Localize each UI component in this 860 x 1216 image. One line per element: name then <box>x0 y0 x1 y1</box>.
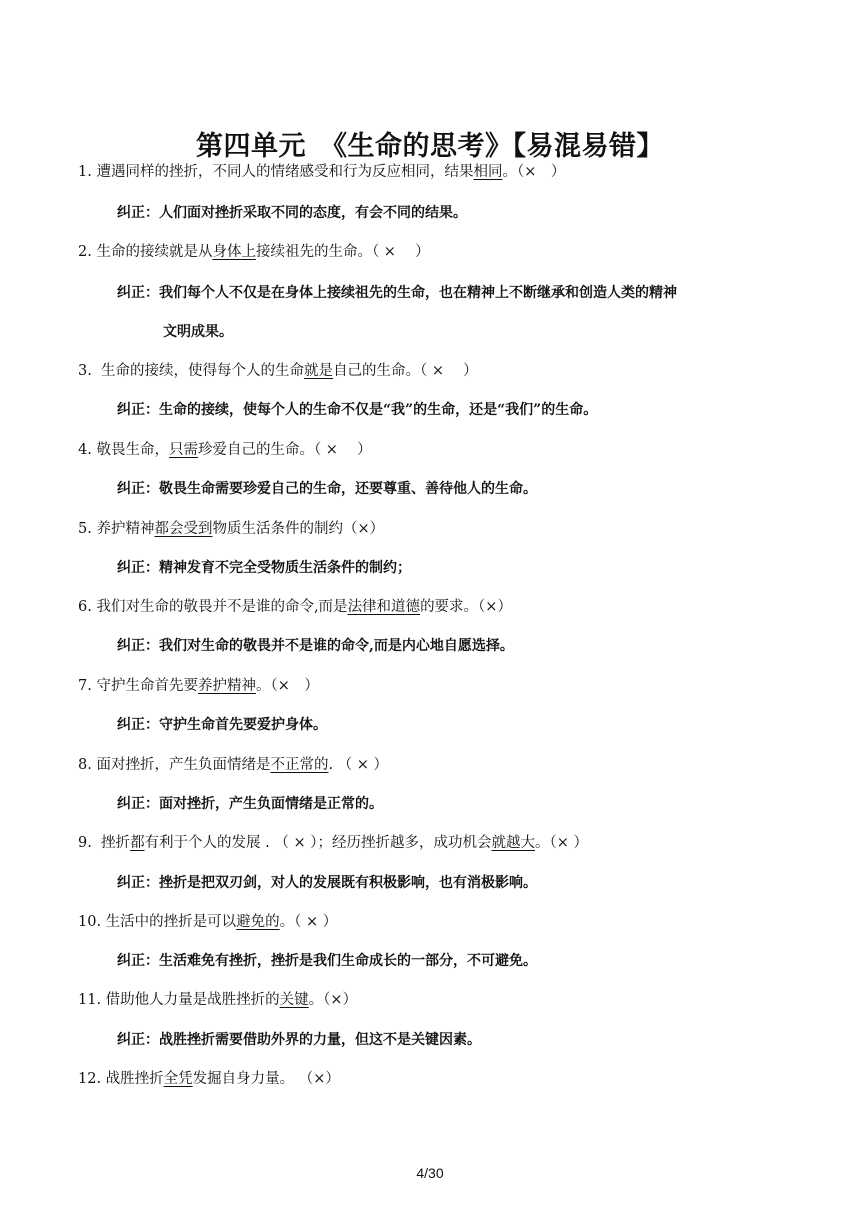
item-answer: 的要求。（×） <box>420 599 512 615</box>
underlined-term: 相同 <box>473 164 503 180</box>
item-text: 生命的接续，使得每个人的生命 <box>91 363 305 379</box>
underlined-term: 法律和道德 <box>347 599 421 615</box>
item-number: 7. <box>78 678 92 694</box>
item-text: 挫折 <box>91 835 131 851</box>
list-item <box>78 597 512 617</box>
underlined-term: 关键 <box>279 992 309 1008</box>
underlined-term: 只需 <box>168 442 198 458</box>
underlined-term: 全凭 <box>163 1071 193 1087</box>
underlined-term: 养护精神 <box>197 678 256 694</box>
item-answer: 有利于个人的发展 . （ × ）；经历挫折越多，成功机会 <box>144 835 492 851</box>
item-text: 生活中的挫折是可以 <box>101 914 237 930</box>
correction: 纠正：守护生命首先要爱护身体。 <box>117 717 327 733</box>
item-answer: 接续祖先的生命。（ × ） <box>255 244 430 260</box>
item-text: 守护生命首先要 <box>91 678 198 694</box>
item-number: 3. <box>78 363 92 379</box>
underlined-term: 避免的 <box>236 914 280 930</box>
underlined-term: 就是 <box>304 363 334 379</box>
list-item <box>78 519 384 539</box>
item-answer: 物质生活条件的制约（×） <box>212 521 385 537</box>
item-number: 10. <box>78 914 102 930</box>
list-item <box>78 833 588 853</box>
correction: 纠正：精神发育不完全受物质生活条件的制约； <box>117 560 411 576</box>
item-text: 遭遇同样的挫折，不同人的情绪感受和行为反应相同，结果 <box>91 164 474 180</box>
correction: 纠正：人们面对挫折采取不同的态度，有会不同的结果。 <box>117 205 467 221</box>
list-item <box>78 755 388 775</box>
item-text: 借助他人力量是战胜挫折的 <box>101 992 280 1008</box>
underlined-term: 就越大 <box>491 835 536 851</box>
item-number: 12. <box>78 1071 102 1087</box>
list-item <box>78 440 372 460</box>
item-answer: 发掘自身力量。 （×） <box>192 1071 340 1087</box>
item-answer: 。（ × ） <box>279 914 338 930</box>
list-item <box>78 912 337 932</box>
correction: 纠正：我们每个人不仅是在身体上接续祖先的生命，也在精神上不断继承和创造人类的精神 <box>117 285 677 301</box>
item-text: 养护精神 <box>91 521 155 537</box>
list-item <box>78 1069 340 1089</box>
item-number: 5. <box>78 521 92 537</box>
page-number: 4/30 <box>416 1165 444 1181</box>
list-item <box>78 990 357 1010</box>
item-number: 1. <box>78 164 92 180</box>
underlined-term: 都 <box>130 835 145 851</box>
item-number: 4. <box>78 442 92 458</box>
correction: 纠正：生命的接续，使每个人的生命不仅是“我”的生命，还是“我们”的生命。 <box>117 402 598 418</box>
list-item <box>78 162 565 182</box>
item-number: 9. <box>78 835 92 851</box>
item-text: 敬畏生命， <box>91 442 169 458</box>
item-number: 2. <box>78 244 92 260</box>
item-answer: 。（× ） <box>535 835 589 851</box>
item-text: 战胜挫折 <box>101 1071 164 1087</box>
correction: 纠正：面对挫折，产生负面情绪是正常的。 <box>117 796 383 812</box>
underlined-term: 不正常的 <box>270 757 329 773</box>
correction-continued: 文明成果。 <box>163 324 233 340</box>
item-text: 生命的接续就是从 <box>91 244 213 260</box>
item-answer: 。（× ） <box>502 164 566 180</box>
item-text: 面对挫折，产生负面情绪是 <box>91 757 271 773</box>
item-number: 11. <box>78 992 102 1008</box>
item-answer: 珍爱自己的生命。（ × ） <box>197 442 372 458</box>
item-text: 我们对生命的敬畏并不是谁的命令,而是 <box>91 599 348 615</box>
underlined-term: 都会受到 <box>154 521 213 537</box>
correction: 纠正：战胜挫折需要借助外界的力量，但这不是关键因素。 <box>117 1032 481 1048</box>
item-answer: 自己的生命。（ × ） <box>333 363 478 379</box>
correction: 纠正：挫折是把双刃剑，对人的发展既有积极影响，也有消极影响。 <box>117 875 537 891</box>
item-number: 6. <box>78 599 92 615</box>
item-answer: . （ × ） <box>328 757 389 773</box>
page-title: 第四单元 《生命的思考》【易混易错】 <box>196 131 664 162</box>
correction: 纠正：我们对生命的敬畏并不是谁的命令,而是内心地自愿选择。 <box>117 638 514 654</box>
correction: 纠正：生活难免有挫折，挫折是我们生命成长的一部分，不可避免。 <box>117 953 537 969</box>
list-item <box>78 361 478 381</box>
list-item <box>78 676 319 696</box>
item-answer: 。（× ） <box>255 678 319 694</box>
item-answer: 。（×） <box>308 992 358 1008</box>
list-item <box>78 242 430 262</box>
item-number: 8. <box>78 757 92 773</box>
underlined-term: 身体上 <box>212 244 256 260</box>
correction: 纠正：敬畏生命需要珍爱自己的生命，还要尊重、善待他人的生命。 <box>117 481 537 497</box>
